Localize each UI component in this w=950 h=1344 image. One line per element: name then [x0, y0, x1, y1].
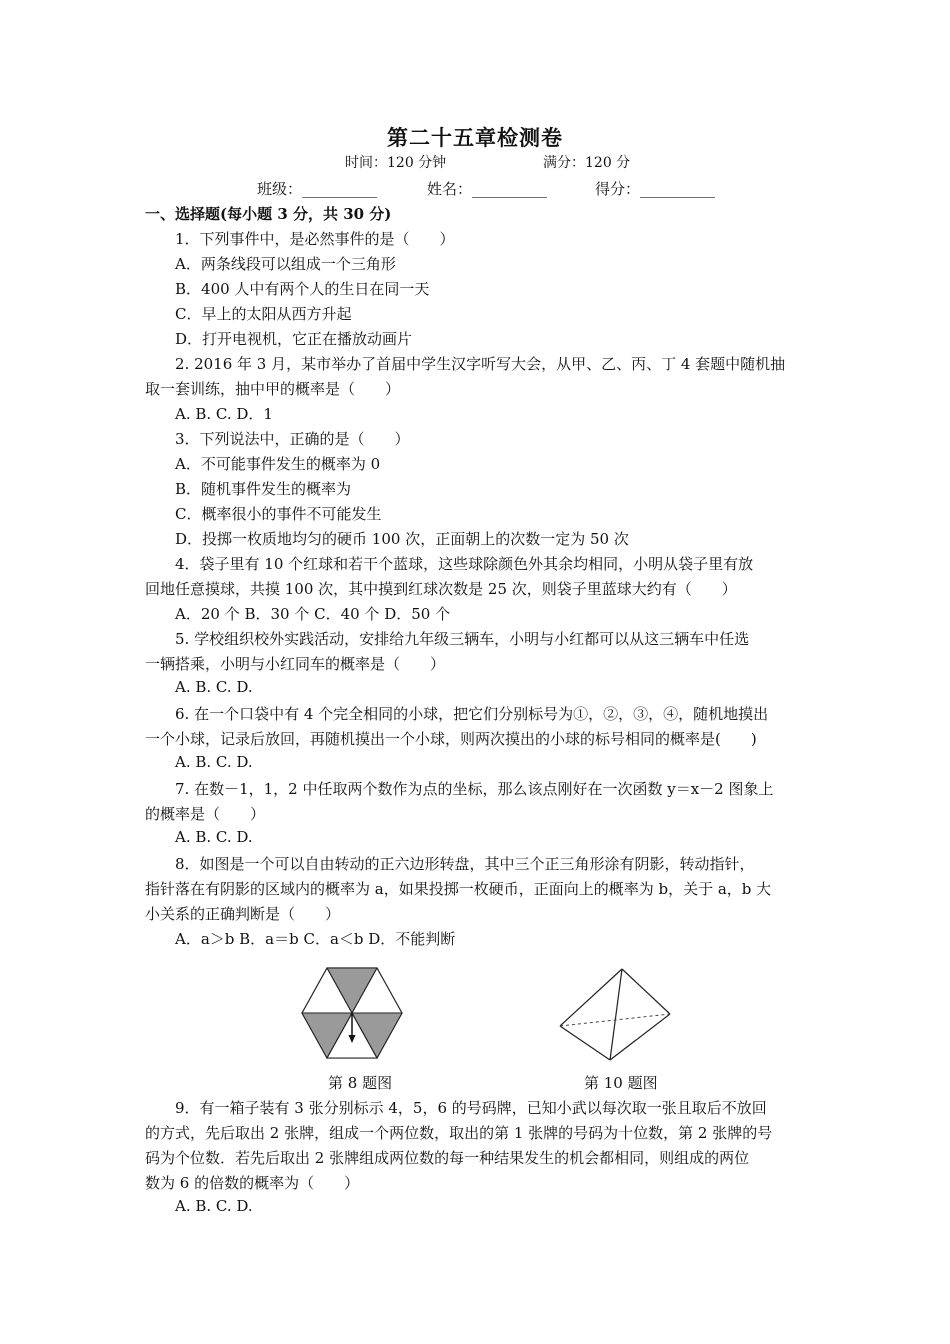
- q1-option-b: B．400 人中有两个人的生日在同一天: [175, 280, 430, 298]
- q2-line1: 2. 2016 年 3 月，某市举办了首届中学生汉字听写大会，从甲、乙、丙、丁 4 套题中随机抽: [175, 355, 786, 373]
- q1-option-d: D．打开电视机，它正在播放动画片: [175, 330, 413, 348]
- q2-line2: 取一套训练，抽中甲的概率是（ ）: [145, 380, 401, 398]
- q6-line1: 6. 在一个口袋中有 4 个完全相同的小球，把它们分别标号为①，②，③，④，随机地摸出: [175, 705, 769, 723]
- q3-stem: 3．下列说法中，正确的是（ ）: [175, 430, 410, 448]
- exam-full-score: 满分：120 分: [543, 155, 631, 171]
- q1-option-a: A．两条线段可以组成一个三角形: [175, 255, 396, 273]
- q9-line2: 的方式，先后取出 2 张牌，组成一个两位数，取出的第 1 张牌的号码为十位数，第 2 张牌的号: [145, 1124, 773, 1142]
- q6-options: A. B. C. D.: [175, 753, 253, 771]
- class-field: 班级：__________: [257, 180, 378, 198]
- q2-options: A. B. C. D．1: [175, 405, 273, 423]
- q1-stem: 1．下列事件中，是必然事件的是（ ）: [175, 230, 455, 248]
- q8-line2: 指针落在有阴影的区域内的概率为 a，如果投掷一枚硬币，正面向上的概率为 b，关于 a，b 大: [145, 880, 772, 898]
- q8-line3: 小关系的正确判断是（ ）: [145, 905, 341, 923]
- q3-option-b: B．随机事件发生的概率为: [175, 480, 352, 498]
- score-field: 得分：__________: [595, 180, 716, 198]
- q8-options: A．a＞b B．a＝b C．a＜b D．不能判断: [175, 930, 456, 948]
- q5-line1: 5. 学校组织校外实践活动，安排给九年级三辆车，小明与小红都可以从这三辆车中任选: [175, 630, 750, 648]
- q4-options: A．20 个 B．30 个 C．40 个 D．50 个: [175, 605, 451, 623]
- q6-line2: 一个小球，记录后放回，再随机摸出一个小球，则两次摸出的小球的标号相同的概率是( ): [145, 730, 757, 748]
- q9-options: A. B. C. D.: [175, 1197, 253, 1215]
- q9-line3: 码为个位数．若先后取出 2 张牌组成两位数的每一种结果发生的机会都相同，则组成的两位: [145, 1149, 750, 1167]
- section-heading: 一、选择题(每小题 3 分，共 30 分): [145, 205, 392, 223]
- exam-time: 时间：120 分钟: [345, 155, 447, 171]
- q7-line2: 的概率是（ ）: [145, 805, 266, 823]
- hexagon-spinner-figure: [300, 965, 404, 1061]
- q5-line2: 一辆搭乘，小明与小红同车的概率是（ ）: [145, 655, 446, 673]
- q4-line2: 回地任意摸球，共摸 100 次，其中摸到红球次数是 25 次，则袋子里蓝球大约有（ ）: [145, 580, 737, 598]
- q7-line1: 7. 在数－1，1，2 中任取两个数作为点的坐标，那么该点刚好在一次函数 y＝x－2 图象上: [175, 780, 774, 798]
- q4-line1: 4．袋子里有 10 个红球和若干个蓝球，这些球除颜色外其余均相同，小明从袋子里有放: [175, 555, 754, 573]
- octahedron-figure: [556, 966, 674, 1063]
- q7-options: A. B. C. D.: [175, 828, 253, 846]
- fig8-caption: 第 8 题图: [328, 1074, 393, 1092]
- q8-line1: 8．如图是一个可以自由转动的正六边形转盘，其中三个正三角形涂有阴影，转动指针，: [175, 855, 755, 873]
- q3-option-a: A．不可能事件发生的概率为 0: [175, 455, 381, 473]
- q9-line4: 数为 6 的倍数的概率为（ ）: [145, 1174, 360, 1192]
- q9-line1: 9．有一箱子装有 3 张分别标示 4，5，6 的号码牌，已知小武以每次取一张且取后不放回: [175, 1099, 767, 1117]
- fig10-caption: 第 10 题图: [584, 1074, 658, 1092]
- q5-options: A. B. C. D.: [175, 678, 253, 696]
- q3-option-c: C．概率很小的事件不可能发生: [175, 505, 382, 523]
- name-field: 姓名：__________: [427, 180, 548, 198]
- q1-option-c: C．早上的太阳从西方升起: [175, 305, 352, 323]
- q3-option-d: D．投掷一枚质地均匀的硬币 100 次，正面朝上的次数一定为 50 次: [175, 530, 629, 548]
- page-title: 第二十五章检测卷: [387, 125, 563, 150]
